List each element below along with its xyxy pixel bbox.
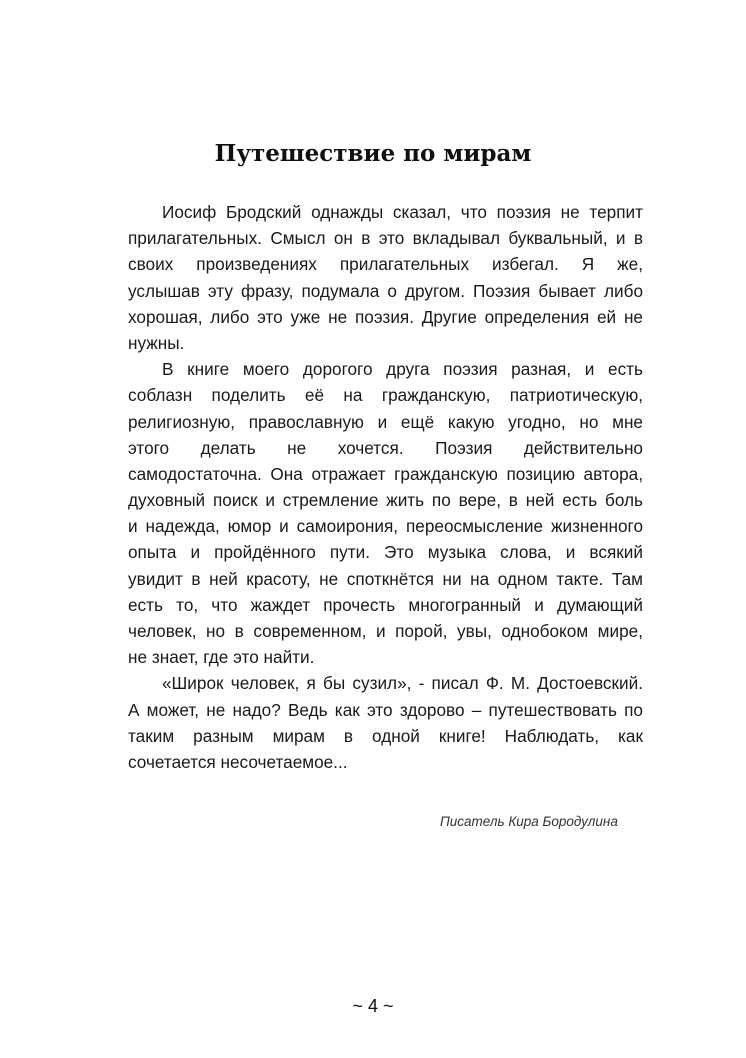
page-title: Путешествие по мирам [214, 140, 532, 167]
text-line: услышав эту фразу, подумала о другом. Поэзия бывает либо [128, 280, 643, 301]
text-line: сочетается несочетаемое... [128, 751, 348, 772]
page-number: ~ 4 ~ [352, 996, 394, 1016]
article-body [128, 199, 643, 775]
text-line: своих произведениях прилагательных избегал. Я же, [128, 254, 643, 275]
paragraph [128, 199, 643, 356]
text-line: таким разным мирам в одной книге! Наблюдать, как [128, 725, 643, 746]
text-line: духовный поиск и стремление жить по вере, в ней есть боль [128, 490, 643, 511]
text-line: А может, не надо? Ведь как это здорово – путешествовать по [128, 699, 643, 720]
text-line: самодостаточна. Она отражает гражданскую позицию автора, [128, 463, 643, 484]
text-line: В книге моего дорогого друга поэзия разная, и есть [162, 359, 643, 380]
text-line: есть то, что жаждет прочесть многогранный и думающий [128, 594, 643, 615]
text-line: прилагательных. Смысл он в это вкладывал буквальный, и в [128, 228, 643, 249]
text-line: опыта и пройдённого пути. Это музыка слова, и всякий [128, 542, 643, 563]
paragraph [128, 356, 643, 670]
text-line: религиозную, православную и ещё какую угодно, но мне [128, 411, 643, 432]
text-line: увидит в ней красоту, не споткнётся ни на одном такте. Там [128, 568, 643, 589]
text-line: нужны. [128, 332, 185, 353]
paragraph [128, 670, 643, 775]
text-line: хорошая, либо это уже не поэзия. Другие определения ей не [128, 306, 643, 327]
text-line: этого делать не хочется. Поэзия действительно [128, 437, 643, 458]
text-line: и надежда, юмор и самоирония, переосмысление жизненного [128, 516, 643, 537]
text-line: «Широк человек, я бы сузил», - писал Ф. М. Достоевский. [162, 673, 643, 694]
author-signature: Писатель Кира Бородулина [440, 814, 618, 829]
text-line: соблазн поделить её на гражданскую, патриотическую, [128, 385, 643, 406]
text-line: не знает, где это найти. [128, 647, 315, 668]
text-line: Иосиф Бродский однажды сказал, что поэзия не терпит [162, 202, 643, 222]
text-line: человек, но в современном, и порой, увы, однобоком мире, [128, 621, 643, 641]
